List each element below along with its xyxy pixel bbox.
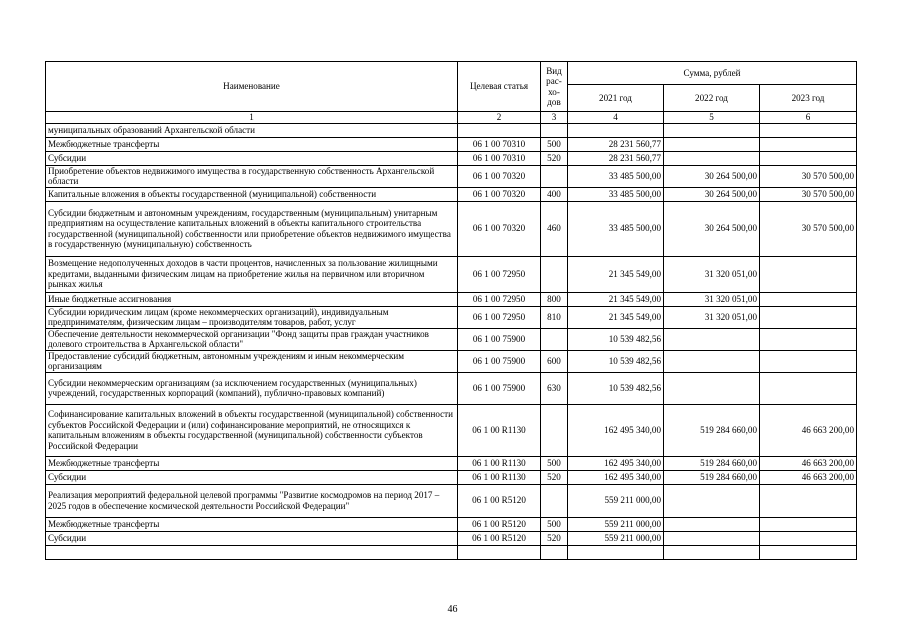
- cell-amount-2023: [760, 137, 857, 151]
- cell-name: Иные бюджетные ассигнования: [46, 292, 458, 306]
- column-number: 6: [760, 112, 857, 124]
- cell-name: Межбюджетные трансферты: [46, 137, 458, 151]
- cell-amount-2022: [664, 545, 760, 559]
- header-year-2023: 2023 год: [760, 85, 857, 112]
- cell-amount-2023: 46 663 200,00: [760, 470, 857, 484]
- cell-name: Субсидии: [46, 470, 458, 484]
- cell-amount-2023: [760, 531, 857, 545]
- cell-target-article: 06 1 00 70320: [458, 165, 541, 187]
- table-row: [46, 292, 857, 306]
- cell-amount-2021: 10 539 482,56: [568, 328, 664, 350]
- cell-target-article: 06 1 00 72950: [458, 306, 541, 328]
- cell-target-article: 06 1 00 R1130: [458, 404, 541, 456]
- cell-amount-2023: [760, 517, 857, 531]
- cell-name: Возмещение недополученных доходов в части процентов, начисленных за пользование жилищными кредитами, выданными физическим лицам на приобретение жилья на первичном или вторичном рынках жилья: [46, 256, 458, 292]
- cell-amount-2023: [760, 123, 857, 137]
- cell-expense-type: [541, 484, 568, 517]
- cell-expense-type: 500: [541, 456, 568, 470]
- table-row: [46, 256, 857, 292]
- cell-amount-2021: 162 495 340,00: [568, 470, 664, 484]
- table-row: [46, 328, 857, 350]
- cell-name: Софинансирование капитальных вложений в объекты государственной (муниципальной) собственности субъектов Российской Федерации и (или) софинансирование мероприятий, не относящихся к капитальным вложениям в объекты государственной (муниципальной) собственности субъектов Российской Федерации: [46, 404, 458, 456]
- cell-amount-2021: 33 485 500,00: [568, 201, 664, 256]
- cell-amount-2022: 31 320 051,00: [664, 256, 760, 292]
- cell-expense-type: 520: [541, 151, 568, 165]
- cell-name: Обеспечение деятельности некоммерческой организации "Фонд защиты прав граждан участников долевого строительства в Архангельской области": [46, 328, 458, 350]
- cell-name: Межбюджетные трансферты: [46, 456, 458, 470]
- cell-amount-2021: 33 485 500,00: [568, 165, 664, 187]
- cell-name: Субсидии юридическим лицам (кроме некоммерческих организаций), индивидуальным предпринимателям, физическим лицам – производителям товаров, работ, услуг: [46, 306, 458, 328]
- cell-target-article: 06 1 00 72950: [458, 256, 541, 292]
- cell-amount-2022: 519 284 660,00: [664, 470, 760, 484]
- cell-expense-type: [541, 256, 568, 292]
- cell-name: Субсидии: [46, 151, 458, 165]
- cell-expense-type: 460: [541, 201, 568, 256]
- table-row: [46, 531, 857, 545]
- cell-name: Предоставление субсидий бюджетным, автономным учреждениям и иным некоммерческим организациям: [46, 350, 458, 372]
- cell-target-article: 06 1 00 72950: [458, 292, 541, 306]
- cell-amount-2022: 31 320 051,00: [664, 292, 760, 306]
- table-row: [46, 484, 857, 517]
- cell-amount-2021: 33 485 500,00: [568, 187, 664, 201]
- cell-amount-2021: [568, 123, 664, 137]
- cell-target-article: 06 1 00 70310: [458, 137, 541, 151]
- cell-amount-2021: 21 345 549,00: [568, 292, 664, 306]
- cell-amount-2022: 30 264 500,00: [664, 201, 760, 256]
- table-row: [46, 350, 857, 372]
- table-row: [46, 123, 857, 137]
- cell-amount-2022: [664, 484, 760, 517]
- column-number: 2: [458, 112, 541, 124]
- cell-amount-2023: [760, 306, 857, 328]
- cell-target-article: 06 1 00 R1130: [458, 470, 541, 484]
- cell-name: Субсидии: [46, 531, 458, 545]
- cell-expense-type: 520: [541, 531, 568, 545]
- cell-amount-2022: [664, 531, 760, 545]
- cell-target-article: 06 1 00 70310: [458, 151, 541, 165]
- cell-name: Межбюджетные трансферты: [46, 517, 458, 531]
- cell-target-article: 06 1 00 R5120: [458, 517, 541, 531]
- cell-amount-2023: [760, 545, 857, 559]
- cell-amount-2023: [760, 350, 857, 372]
- cell-name: [46, 545, 458, 559]
- cell-amount-2023: [760, 372, 857, 404]
- table-row: [46, 545, 857, 559]
- header-year-2021: 2021 год: [568, 85, 664, 112]
- cell-amount-2023: 30 570 500,00: [760, 201, 857, 256]
- cell-amount-2023: [760, 328, 857, 350]
- cell-amount-2023: [760, 256, 857, 292]
- cell-amount-2021: 10 539 482,56: [568, 350, 664, 372]
- cell-expense-type: 500: [541, 517, 568, 531]
- header-expense-type: Вид рас-хо-дов: [541, 62, 568, 112]
- cell-amount-2022: [664, 151, 760, 165]
- cell-amount-2022: 519 284 660,00: [664, 404, 760, 456]
- cell-amount-2023: 30 570 500,00: [760, 165, 857, 187]
- cell-amount-2022: [664, 137, 760, 151]
- cell-target-article: 06 1 00 70320: [458, 201, 541, 256]
- cell-expense-type: [541, 165, 568, 187]
- cell-expense-type: 500: [541, 137, 568, 151]
- cell-amount-2022: 519 284 660,00: [664, 456, 760, 470]
- cell-target-article: 06 1 00 R5120: [458, 484, 541, 517]
- table-body: [46, 123, 857, 559]
- cell-amount-2023: 46 663 200,00: [760, 456, 857, 470]
- cell-amount-2023: 30 570 500,00: [760, 187, 857, 201]
- cell-name: Капитальные вложения в объекты государственной (муниципальной) собственности: [46, 187, 458, 201]
- page-number: 46: [447, 604, 458, 615]
- table-row: [46, 372, 857, 404]
- table-row: [46, 306, 857, 328]
- cell-expense-type: [541, 545, 568, 559]
- header-year-2022: 2022 год: [664, 85, 760, 112]
- cell-expense-type: 400: [541, 187, 568, 201]
- cell-target-article: 06 1 00 70320: [458, 187, 541, 201]
- column-number: 3: [541, 112, 568, 124]
- cell-amount-2021: 559 211 000,00: [568, 531, 664, 545]
- cell-expense-type: [541, 123, 568, 137]
- table-row: [46, 165, 857, 187]
- cell-name: Субсидии бюджетным и автономным учреждениям, государственным (муниципальным) унитарным предприятиям на осуществление капитальных вложений в объекты капитального строительства государственной (муниципальной) собственности или приобретение объектов недвижимого имущества в государственную (муниципальную) собственность: [46, 201, 458, 256]
- cell-expense-type: 810: [541, 306, 568, 328]
- cell-amount-2021: [568, 545, 664, 559]
- table-row: [46, 404, 857, 456]
- cell-target-article: [458, 545, 541, 559]
- column-number-row: [46, 112, 857, 124]
- cell-amount-2022: [664, 372, 760, 404]
- cell-amount-2022: [664, 517, 760, 531]
- cell-name: Приобретение объектов недвижимого имущества в государственную собственность Архангельской области: [46, 165, 458, 187]
- cell-amount-2021: 21 345 549,00: [568, 256, 664, 292]
- header-target-article: Целевая статья: [458, 62, 541, 112]
- cell-name: муниципальных образований Архангельской области: [46, 123, 458, 137]
- column-number: 1: [46, 112, 458, 124]
- cell-amount-2022: 30 264 500,00: [664, 187, 760, 201]
- cell-amount-2021: 559 211 000,00: [568, 484, 664, 517]
- table-row: [46, 151, 857, 165]
- cell-target-article: 06 1 00 R1130: [458, 456, 541, 470]
- table-row: [46, 137, 857, 151]
- cell-expense-type: 630: [541, 372, 568, 404]
- column-number: 5: [664, 112, 760, 124]
- cell-amount-2022: [664, 123, 760, 137]
- cell-expense-type: 800: [541, 292, 568, 306]
- cell-amount-2021: 28 231 560,77: [568, 151, 664, 165]
- cell-expense-type: 600: [541, 350, 568, 372]
- budget-table: [45, 61, 857, 560]
- column-number: 4: [568, 112, 664, 124]
- cell-expense-type: [541, 404, 568, 456]
- cell-amount-2021: 162 495 340,00: [568, 456, 664, 470]
- cell-amount-2023: [760, 292, 857, 306]
- cell-amount-2022: [664, 328, 760, 350]
- cell-amount-2022: [664, 350, 760, 372]
- header-sum: Сумма, рублей: [568, 62, 857, 85]
- cell-amount-2023: [760, 151, 857, 165]
- cell-name: Реализация мероприятий федеральной целевой программы "Развитие космодромов на период 2017 – 2025 годов в обеспечение космической деятельности Российской Федерации": [46, 484, 458, 517]
- cell-expense-type: [541, 328, 568, 350]
- cell-amount-2021: 21 345 549,00: [568, 306, 664, 328]
- cell-amount-2022: 31 320 051,00: [664, 306, 760, 328]
- cell-amount-2021: 162 495 340,00: [568, 404, 664, 456]
- header-name: Наименование: [46, 62, 458, 112]
- cell-target-article: 06 1 00 75900: [458, 328, 541, 350]
- cell-amount-2021: 28 231 560,77: [568, 137, 664, 151]
- cell-target-article: [458, 123, 541, 137]
- table-row: [46, 201, 857, 256]
- cell-target-article: 06 1 00 R5120: [458, 531, 541, 545]
- cell-target-article: 06 1 00 75900: [458, 372, 541, 404]
- table-row: [46, 456, 857, 470]
- table-row: [46, 187, 857, 201]
- cell-amount-2023: [760, 484, 857, 517]
- cell-amount-2021: 559 211 000,00: [568, 517, 664, 531]
- cell-amount-2021: 10 539 482,56: [568, 372, 664, 404]
- cell-name: Субсидии некоммерческим организациям (за исключением государственных (муниципальных) учреждений, государственных корпораций (компаний), публично-правовых компаний): [46, 372, 458, 404]
- table-row: [46, 517, 857, 531]
- cell-amount-2022: 30 264 500,00: [664, 165, 760, 187]
- cell-target-article: 06 1 00 75900: [458, 350, 541, 372]
- cell-amount-2023: 46 663 200,00: [760, 404, 857, 456]
- cell-expense-type: 520: [541, 470, 568, 484]
- table-row: [46, 470, 857, 484]
